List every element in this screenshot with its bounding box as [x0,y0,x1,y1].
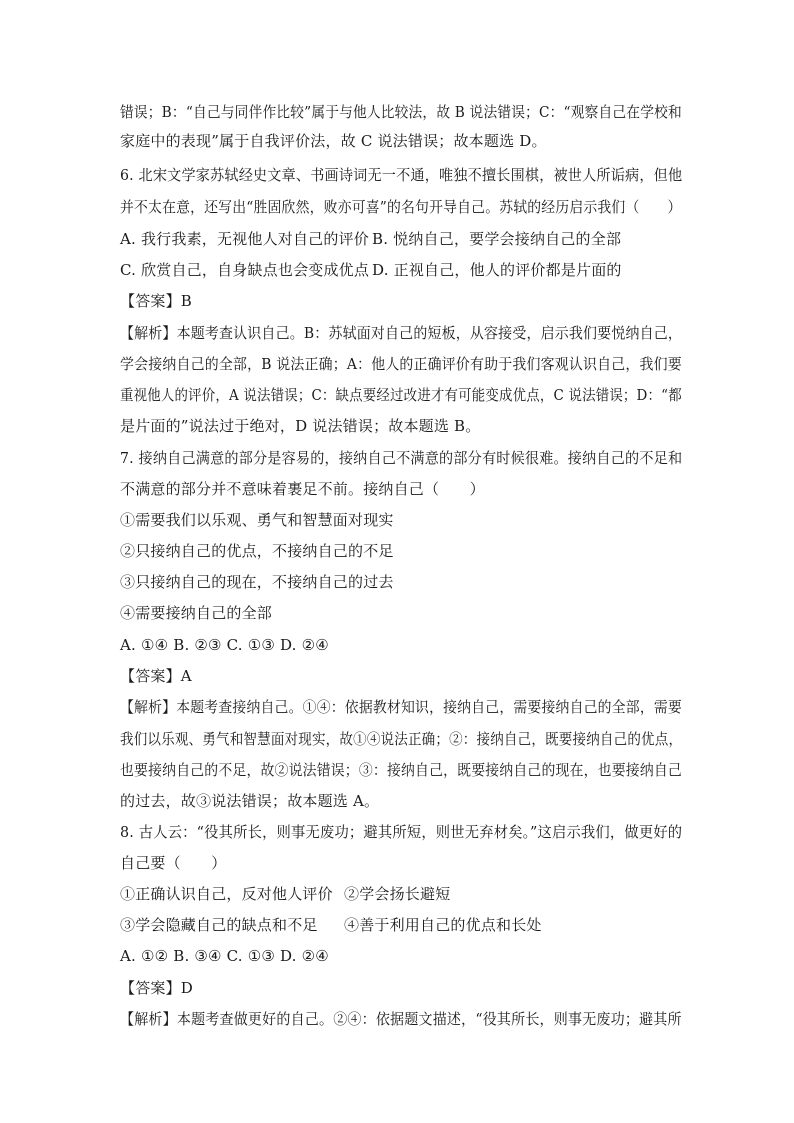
analysis-text: 也要接纳自己的不足，故②说法错误；③：接纳自己，既要接纳自己的现在，也要接纳自己 [120,761,682,779]
question-7-stem: 7. 接纳自己满意的部分是容易的，接纳自己不满意的部分有时候很难。接纳自己的不足和 [120,449,683,467]
question-6-stem: 并不太在意，还写出“胜固欣然，败亦可喜”的名句开导自己。苏轼的经历启示我们（ ） [120,198,682,216]
statement-item: ②只接纳自己的优点，不接纳自己的不足 [120,542,394,560]
statement-item: ②学会扬长避短 [344,885,451,903]
answer-label: 【答案】A [120,667,192,685]
question-8-stem: 8. 古人云：“役其所长，则事无废功；避其所短，则世无弃材矣。”这启示我们，做更好的 [120,823,683,841]
option-c: C. 欣赏自己，自身缺点也会变成优点 [120,261,370,279]
analysis-text: 【解析】本题考查做更好的自己。②④：依据题文描述，“役其所长，则事无废功；避其所 [120,1010,682,1028]
statement-item: ③学会隐藏自己的缺点和不足 [120,916,318,934]
statement-item: ④善于利用自己的优点和长处 [344,916,542,934]
statement-item: ③只接纳自己的现在，不接纳自己的过去 [120,573,394,591]
text-line: 家庭中的表现”属于自我评价法，故 C 说法错误；故本题选 D。 [120,132,547,150]
question-8-options: A. ①② B. ③④ C. ①③ D. ②④ [120,947,329,965]
analysis-text: 【解析】本题考查认识自己。B：苏轼面对自己的短板，从容接受，启示我们要悦纳自己， [120,324,683,342]
analysis-text: 是片面的”说法过于绝对，D 说法错误；故本题选 B。 [120,417,481,435]
question-7-options: A. ①④ B. ②③ C. ①③ D. ②④ [120,636,329,654]
answer-label: 【答案】B [120,292,193,310]
statement-item: ①需要我们以乐观、勇气和智慧面对现实 [120,511,394,529]
option-a: A. 我行我素，无视他人对自己的评价 [120,230,369,248]
analysis-text: 重视他人的评价，A 说法错误；C：缺点要经过改进才有可能变成优点，C 说法错误；D：“都 [120,386,682,404]
text-line: 错误；B：“自己与同伴作比较”属于与他人比较法，故 B 说法错误；C：“观察自己在学校和 [120,103,682,121]
analysis-text: 【解析】本题考查接纳自己。①④：依据教材知识，接纳自己，需要接纳自己的全部，需要 [120,698,682,716]
analysis-text: 我们以乐观、勇气和智慧面对现实，故①④说法正确；②：接纳自己，既要接纳自己的优点， [120,730,683,748]
question-8-stem: 自己要（ ） [120,854,227,872]
answer-label: 【答案】D [120,979,194,997]
question-6-stem: 6. 北宋文学家苏轼经史文章、书画诗词无一不通，唯独不擅长围棋，被世人所诟病，但他 [120,166,683,184]
statement-row [120,915,542,935]
statement-row [120,884,451,904]
analysis-text: 的过去，故③说法错误；故本题选 A。 [120,792,380,810]
question-6-options-row [120,229,622,249]
question-7-stem: 不满意的部分并不意味着裹足不前。接纳自己（ ） [120,480,485,498]
analysis-text: 学会接纳自己的全部，B 说法正确；A：他人的正确评价有助于我们客观认识自己，我们要 [120,355,682,373]
question-6-options-row [120,260,622,280]
option-d: D. 正视自己，他人的评价都是片面的 [372,261,622,279]
option-b: B. 悦纳自己，要学会接纳自己的全部 [372,230,622,248]
statement-item: ①正确认识自己，反对他人评价 [120,885,333,903]
statement-item: ④需要接纳自己的全部 [120,604,273,622]
